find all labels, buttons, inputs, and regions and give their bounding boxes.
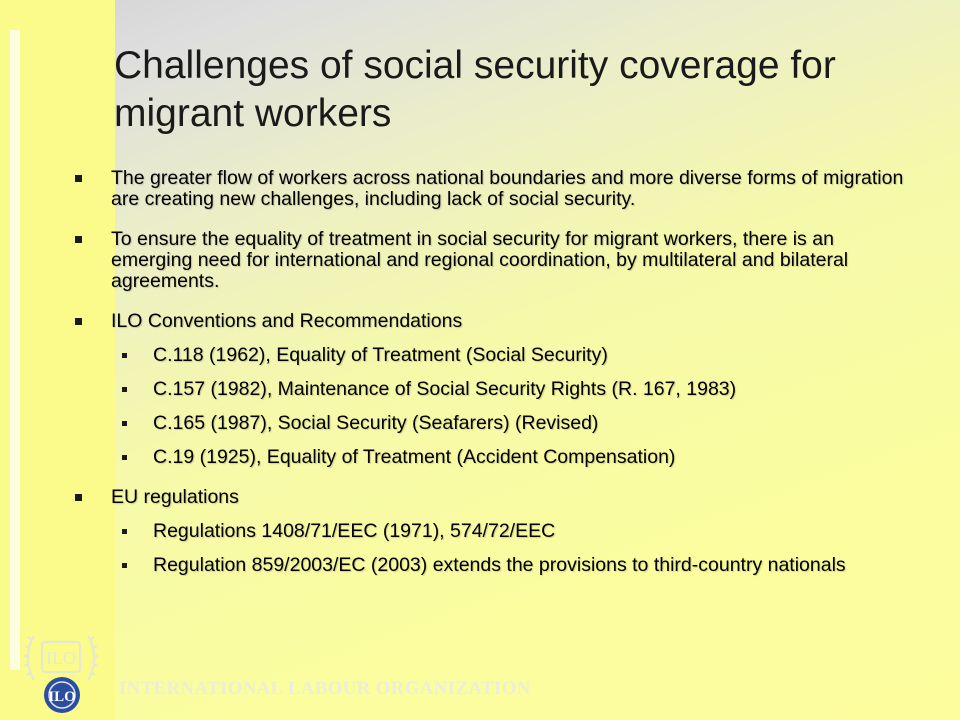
logo-bottom-text: ILO	[48, 689, 76, 705]
square-bullet-icon	[122, 353, 127, 358]
sub-bullet-text: C.19 (1925), Equality of Treatment (Accident Compensation)	[153, 446, 676, 468]
sub-bullet-text: C.165 (1987), Social Security (Seafarers) (Revised)	[153, 412, 599, 434]
bullet-text: EU regulations	[111, 486, 239, 508]
square-bullet-icon	[75, 175, 82, 182]
sub-bullet-item	[72, 345, 912, 366]
organization-name: INTERNATIONAL LABOUR ORGANIZATION	[119, 679, 531, 699]
bullet-item	[72, 311, 912, 332]
sub-bullet-text: C.118 (1962), Equality of Treatment (Social Security)	[153, 344, 608, 366]
bullet-item	[72, 229, 912, 292]
sub-bullet-item	[72, 413, 912, 434]
square-bullet-icon	[122, 529, 127, 534]
sub-bullet-item	[72, 447, 912, 468]
sub-bullet-text: Regulation 859/2003/EC (2003) extends the provisions to third-country nationals	[153, 554, 846, 576]
sub-bullet-text: Regulations 1408/71/EEC (1971), 574/72/EEC	[153, 520, 556, 542]
sub-bullet-text: C.157 (1982), Maintenance of Social Security Rights (R. 167, 1983)	[153, 378, 737, 400]
square-bullet-icon	[75, 318, 82, 325]
bullet-item	[72, 168, 912, 210]
bullet-list	[72, 168, 912, 576]
square-bullet-icon	[75, 236, 82, 243]
square-bullet-icon	[122, 455, 127, 460]
ilo-logo-icon	[22, 626, 100, 716]
square-bullet-icon	[122, 421, 127, 426]
sub-bullet-item	[72, 521, 912, 542]
decorative-squares	[7, 30, 23, 670]
slide-title: Challenges of social security coverage for migrant workers	[114, 44, 836, 135]
bullet-item	[72, 487, 912, 508]
square-bullet-icon	[122, 387, 127, 392]
square-bullet-icon	[75, 494, 82, 501]
bullet-text: To ensure the equality of treatment in social security for migrant workers, there is an emerging need for international and regional coordination, by multilateral and bilateral agreements.	[111, 228, 849, 292]
sub-bullet-item	[72, 379, 912, 400]
bullet-text: ILO Conventions and Recommendations	[111, 310, 463, 332]
logo-top-text: ILO	[46, 648, 76, 668]
square-bullet-icon	[122, 563, 127, 568]
bullet-text: The greater flow of workers across national boundaries and more diverse forms of migration are creating new challenges, including lack of social security.	[111, 167, 904, 210]
sub-bullet-item	[72, 555, 912, 576]
